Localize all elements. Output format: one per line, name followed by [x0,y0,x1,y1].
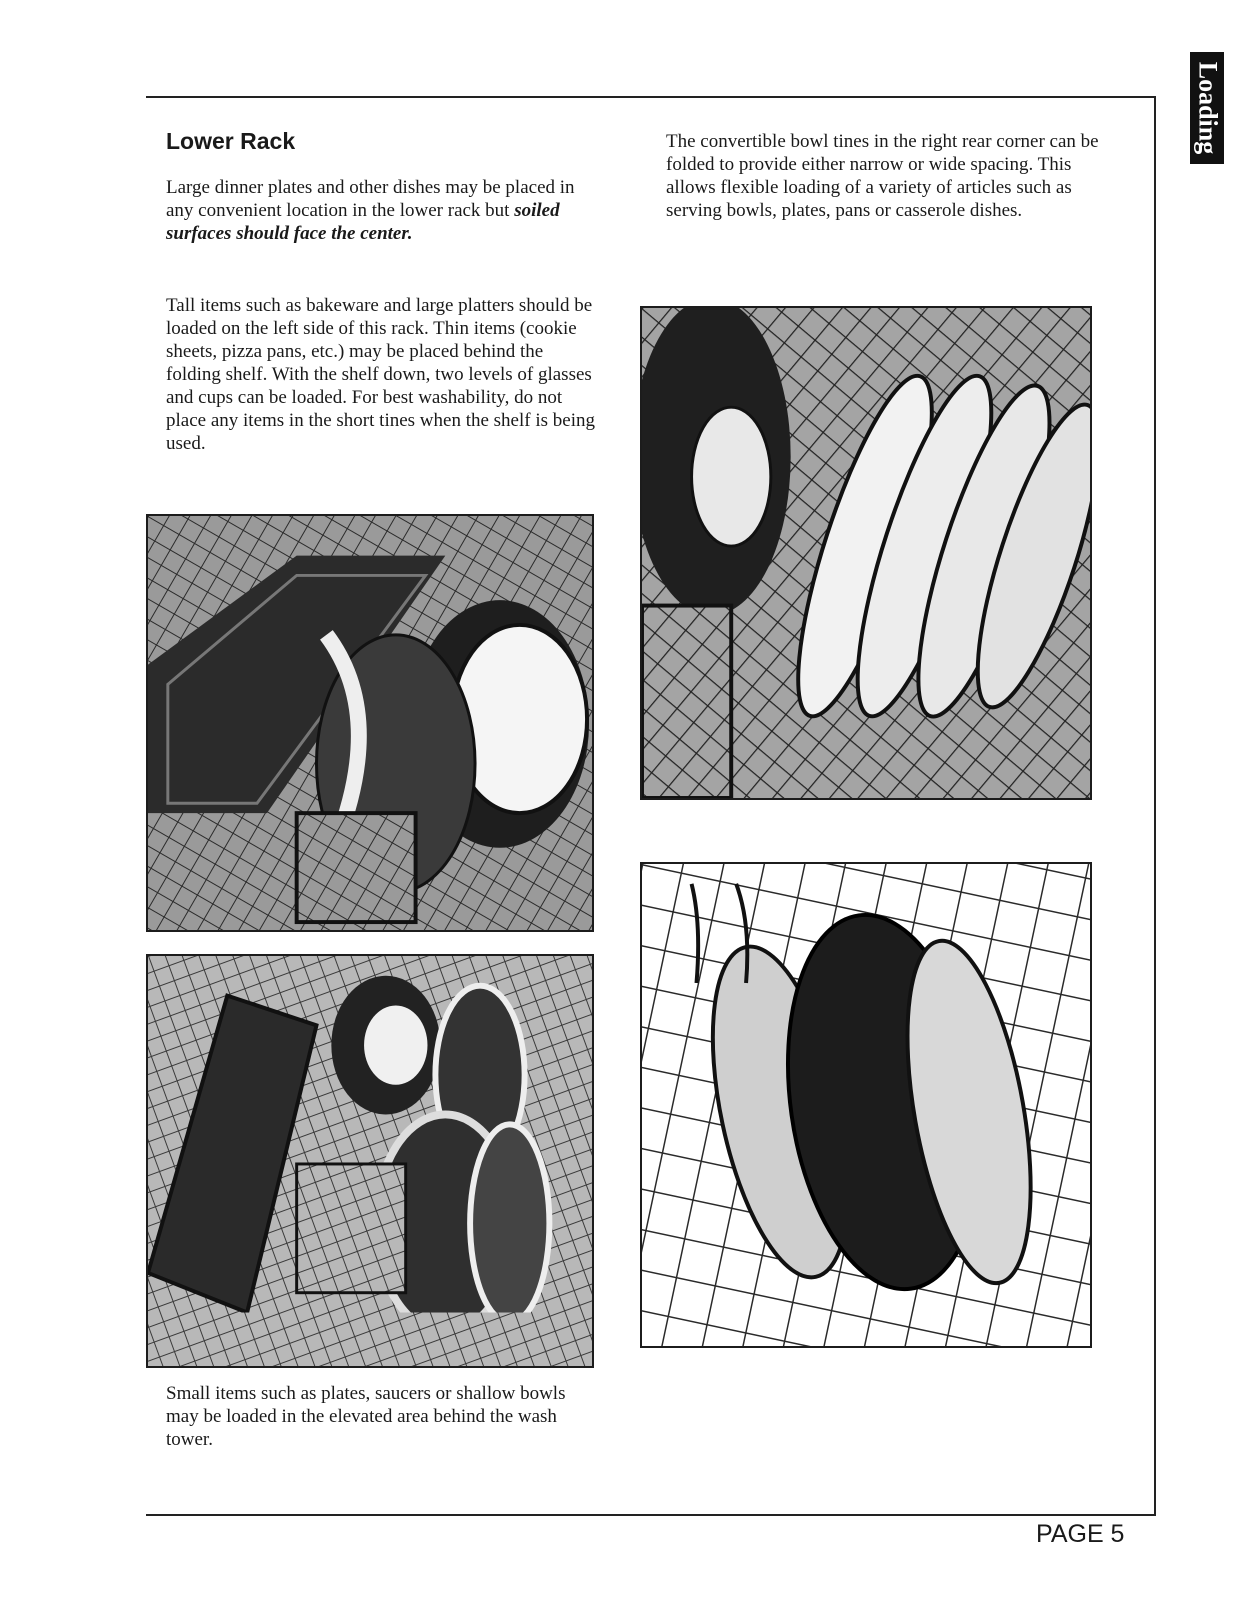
right-rule [1154,96,1156,1516]
page-number: PAGE 5 [1036,1520,1125,1548]
loading-paragraph: Tall items such as bakeware and large platters should be loaded on the left side of this rack. Thin items (cookie sheets, pizza pans, etc.) may be placed behind the folding shelf. With the shelf down, two levels of glasses and cups can be loaded. For best washability, do not place any items in the short tines when the shelf is being used. [166,295,595,454]
intro-paragraph [166,176,586,245]
illustration-bowls [642,864,1090,1346]
figure-lower-rack-elevated-area [146,954,594,1368]
elevated-area-caption: Small items such as plates, saucers or shallow bowls may be loaded in the elevated area behind the wash tower. [166,1383,566,1450]
section-tab-label: Loading [1193,61,1222,155]
figure-lower-rack-bakeware [146,514,594,932]
intro-text: Large dinner plates and other dishes may be placed in any convenient location in the lower rack but [166,177,575,221]
bowl-tines-paragraph: The convertible bowl tines in the right rear corner can be folded to provide either narrow or wide spacing. This allows flexible loading of a variety of articles such as serving bowls, plates, pans or casserole dishes. [666,131,1099,221]
bottom-rule [146,1514,1156,1516]
emphasis-text: soiled surfaces should face the center. [166,200,560,244]
illustration-bakeware [148,516,592,930]
illustration-plates [642,308,1090,798]
figure-rack-plates [640,306,1092,800]
section-heading: Lower Rack [166,128,296,154]
figure-bowl-tines [640,862,1092,1348]
illustration-elevated-area [148,956,592,1366]
top-rule [146,96,1156,98]
section-tab [1190,52,1224,164]
